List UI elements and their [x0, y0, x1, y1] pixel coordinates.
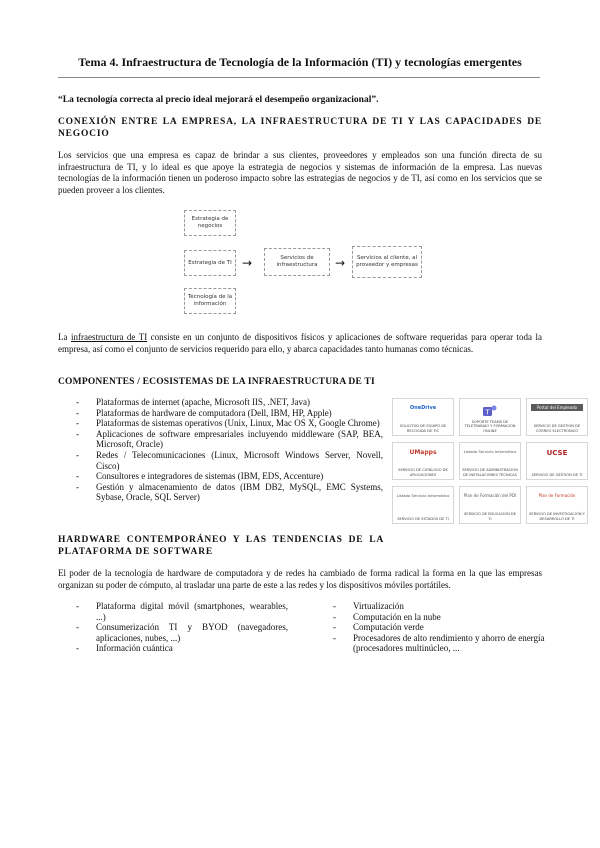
- list-item: - Plataformas de hardware de computadora (Dell, IBM, HP, Apple): [73, 408, 383, 419]
- logo-caption: SOLICITUD DE EQUIPO DE RECOGIDA DE TIC: [399, 424, 447, 433]
- list-item: - Procesadores de alto rendimiento y ahorro de energía (procesadores multinúcleo, ...: [330, 633, 545, 654]
- logo-tile-formacion: [526, 486, 588, 524]
- logo-caption: SERVICIO DE INVESTIGACIÓN Y DESARROLLO DE TI: [529, 512, 585, 521]
- trends-list-right: [330, 601, 545, 654]
- logo-caption: SOPORTE TEAMS DE TELETRABAJO Y FORMACIÓN ONLINE: [464, 420, 516, 433]
- logo-caption: SERVICIO DE GESTIÓN DE TI: [531, 472, 583, 477]
- list-item: - Consumerización TI y BYOD (navegadores, aplicaciones, nubes, ...): [73, 622, 288, 643]
- diagram-box-servicios-cliente: Servicios al cliente, al proveedor y empresas: [352, 246, 422, 278]
- list-item: - Información cuántica: [73, 643, 288, 654]
- logo-tile-formacion-pdi: [459, 486, 521, 524]
- definition-paragraph: [58, 332, 542, 355]
- trends-list-left: [73, 601, 288, 654]
- diagram-box-tecnologia: Tecnología de la información: [184, 288, 236, 314]
- list-item: - Aplicaciones de software empresariales incluyendo middleware (SAP, BEA, Microsoft, Oracle): [73, 429, 383, 450]
- list-item: - Computación en la nube: [330, 612, 545, 623]
- components-list: [73, 397, 383, 503]
- list-item: - Gestión y almacenamiento de datos (IBM DB2, MySQL, EMC Systems, Sybase, Oracle, SQL Server): [73, 482, 383, 503]
- estados-logo: Listado Servicio Informático: [396, 493, 450, 498]
- logo-tile-estados: [392, 486, 454, 524]
- teams-icon: [483, 405, 497, 417]
- logo-tile-portal: [526, 398, 588, 436]
- definition-prefix: La: [58, 332, 71, 342]
- services-logo-grid: [392, 398, 588, 526]
- logo-caption: SERVICIO DE ADMINISTRACIÓN DE INSTALACIONES TÉCNICAS: [462, 468, 518, 477]
- logo-caption: SERVICIO DE GESTIÓN DE CORREO ELECTRÓNICO: [533, 424, 581, 433]
- definition-term: infraestructura de TI: [70, 332, 148, 342]
- logo-tile-onedrive: [392, 398, 454, 436]
- logo-caption: SERVICIO DE EDUCACIÓN DE TI: [464, 512, 516, 521]
- infrastructure-diagram: [182, 208, 422, 318]
- svg-text:T: T: [485, 408, 490, 417]
- list-item: - Plataformas de sistemas operativos (Unix, Linux, Mac OS X, Google Chrome): [73, 418, 383, 429]
- teams-logo: [460, 405, 520, 419]
- list-item: - Consultores e integradores de sistemas (IBM, EDS, Accenture): [73, 471, 383, 482]
- formacion-pdi-logo: Plan de Formación del PDI: [463, 493, 517, 498]
- definition-rest: consiste en un conjunto de dispositivos físicos y aplicaciones de software requeridas para operar toda la empresa, así como el conjunto de servicios requerido para ello, y abarca capacidades tanto humanas como técnicas.: [58, 332, 542, 354]
- title-divider: [58, 77, 540, 78]
- logo-tile-ucse: [526, 442, 588, 480]
- portal-logo: Portal del Empleado: [531, 404, 583, 411]
- listado-logo: Listado Servicio Informático: [463, 449, 517, 454]
- quote: “La tecnología correcta al precio ideal mejorará el desempeño organizacional”.: [58, 95, 379, 105]
- list-item: - Virtualización: [330, 601, 545, 612]
- diagram-arrow-2: →: [335, 256, 346, 270]
- section-heading-hardware: HARDWARE CONTEMPORÁNEO Y LAS TENDENCIAS DE LA PLATAFORMA DE SOFTWARE: [58, 535, 384, 557]
- page-title: Tema 4. Infraestructura de Tecnología de la Información (TI) y tecnologías emergentes: [78, 55, 522, 69]
- section-heading-conexion: CONEXIÓN ENTRE LA EMPRESA, LA INFRAESTRUCTURA DE TI Y LAS CAPACIDADES DE NEGOCIO: [58, 117, 542, 139]
- section-paragraph-conexion: Los servicios que una empresa es capaz de brindar a sus clientes, proveedores y empleados son una función directa de su infraestructura de TI, y lo ideal es que apoye la estrategia de negocios y sistemas de información de la empresa. Las nuevas tecnologías de la información tienen un poderoso impacto sobre las estrategias de negocios y de TI, así como en los servicios que se pueden proveer a los clientes.: [58, 150, 542, 195]
- logo-tile-umapps: [392, 442, 454, 480]
- onedrive-logo: OneDrive: [409, 405, 437, 411]
- diagram-arrow-1: →: [242, 256, 253, 270]
- umapps-logo: UMapps: [409, 449, 437, 456]
- diagram-box-estrategia-ti: Estrategia de TI: [184, 250, 236, 276]
- list-item: - Plataforma digital móvil (smartphones, wearables, ...): [73, 601, 288, 622]
- list-item: - Plataformas de internet (apache, Microsoft IIS, .NET, Java): [73, 397, 383, 408]
- logo-caption: SERVICIO DE ESTADOS DE TI: [397, 516, 449, 521]
- logo-tile-listado: [459, 442, 521, 480]
- section-heading-componentes: COMPONENTES / ECOSISTEMAS DE LA INFRAESTRUCTURA DE TI: [58, 377, 375, 387]
- section-paragraph-hardware: El poder de la tecnología de hardware de computadora y de redes ha cambiado de forma radical la forma en la que las empresas organizan su poder de cómputo, al trasladar una parte de este a las redes y los dispositivos móviles portátiles.: [58, 568, 542, 590]
- list-item: - Redes / Telecomunicaciones (Linux, Microsoft Windows Server, Novell, Cisco): [73, 450, 383, 471]
- diagram-box-estrategia-negocios: Estrategia de negocios: [184, 210, 236, 236]
- formacion-logo: Plan de Formación: [538, 493, 576, 498]
- list-item: - Computación verde: [330, 622, 545, 633]
- logo-caption: SERVICIO DE CATÁLOGO DE APLICACIONES: [398, 468, 448, 477]
- ucse-logo: UCSE: [546, 449, 568, 457]
- diagram-box-servicios-infraestructura: Servicios de infraestructura: [264, 248, 330, 276]
- logo-tile-teams: [459, 398, 521, 436]
